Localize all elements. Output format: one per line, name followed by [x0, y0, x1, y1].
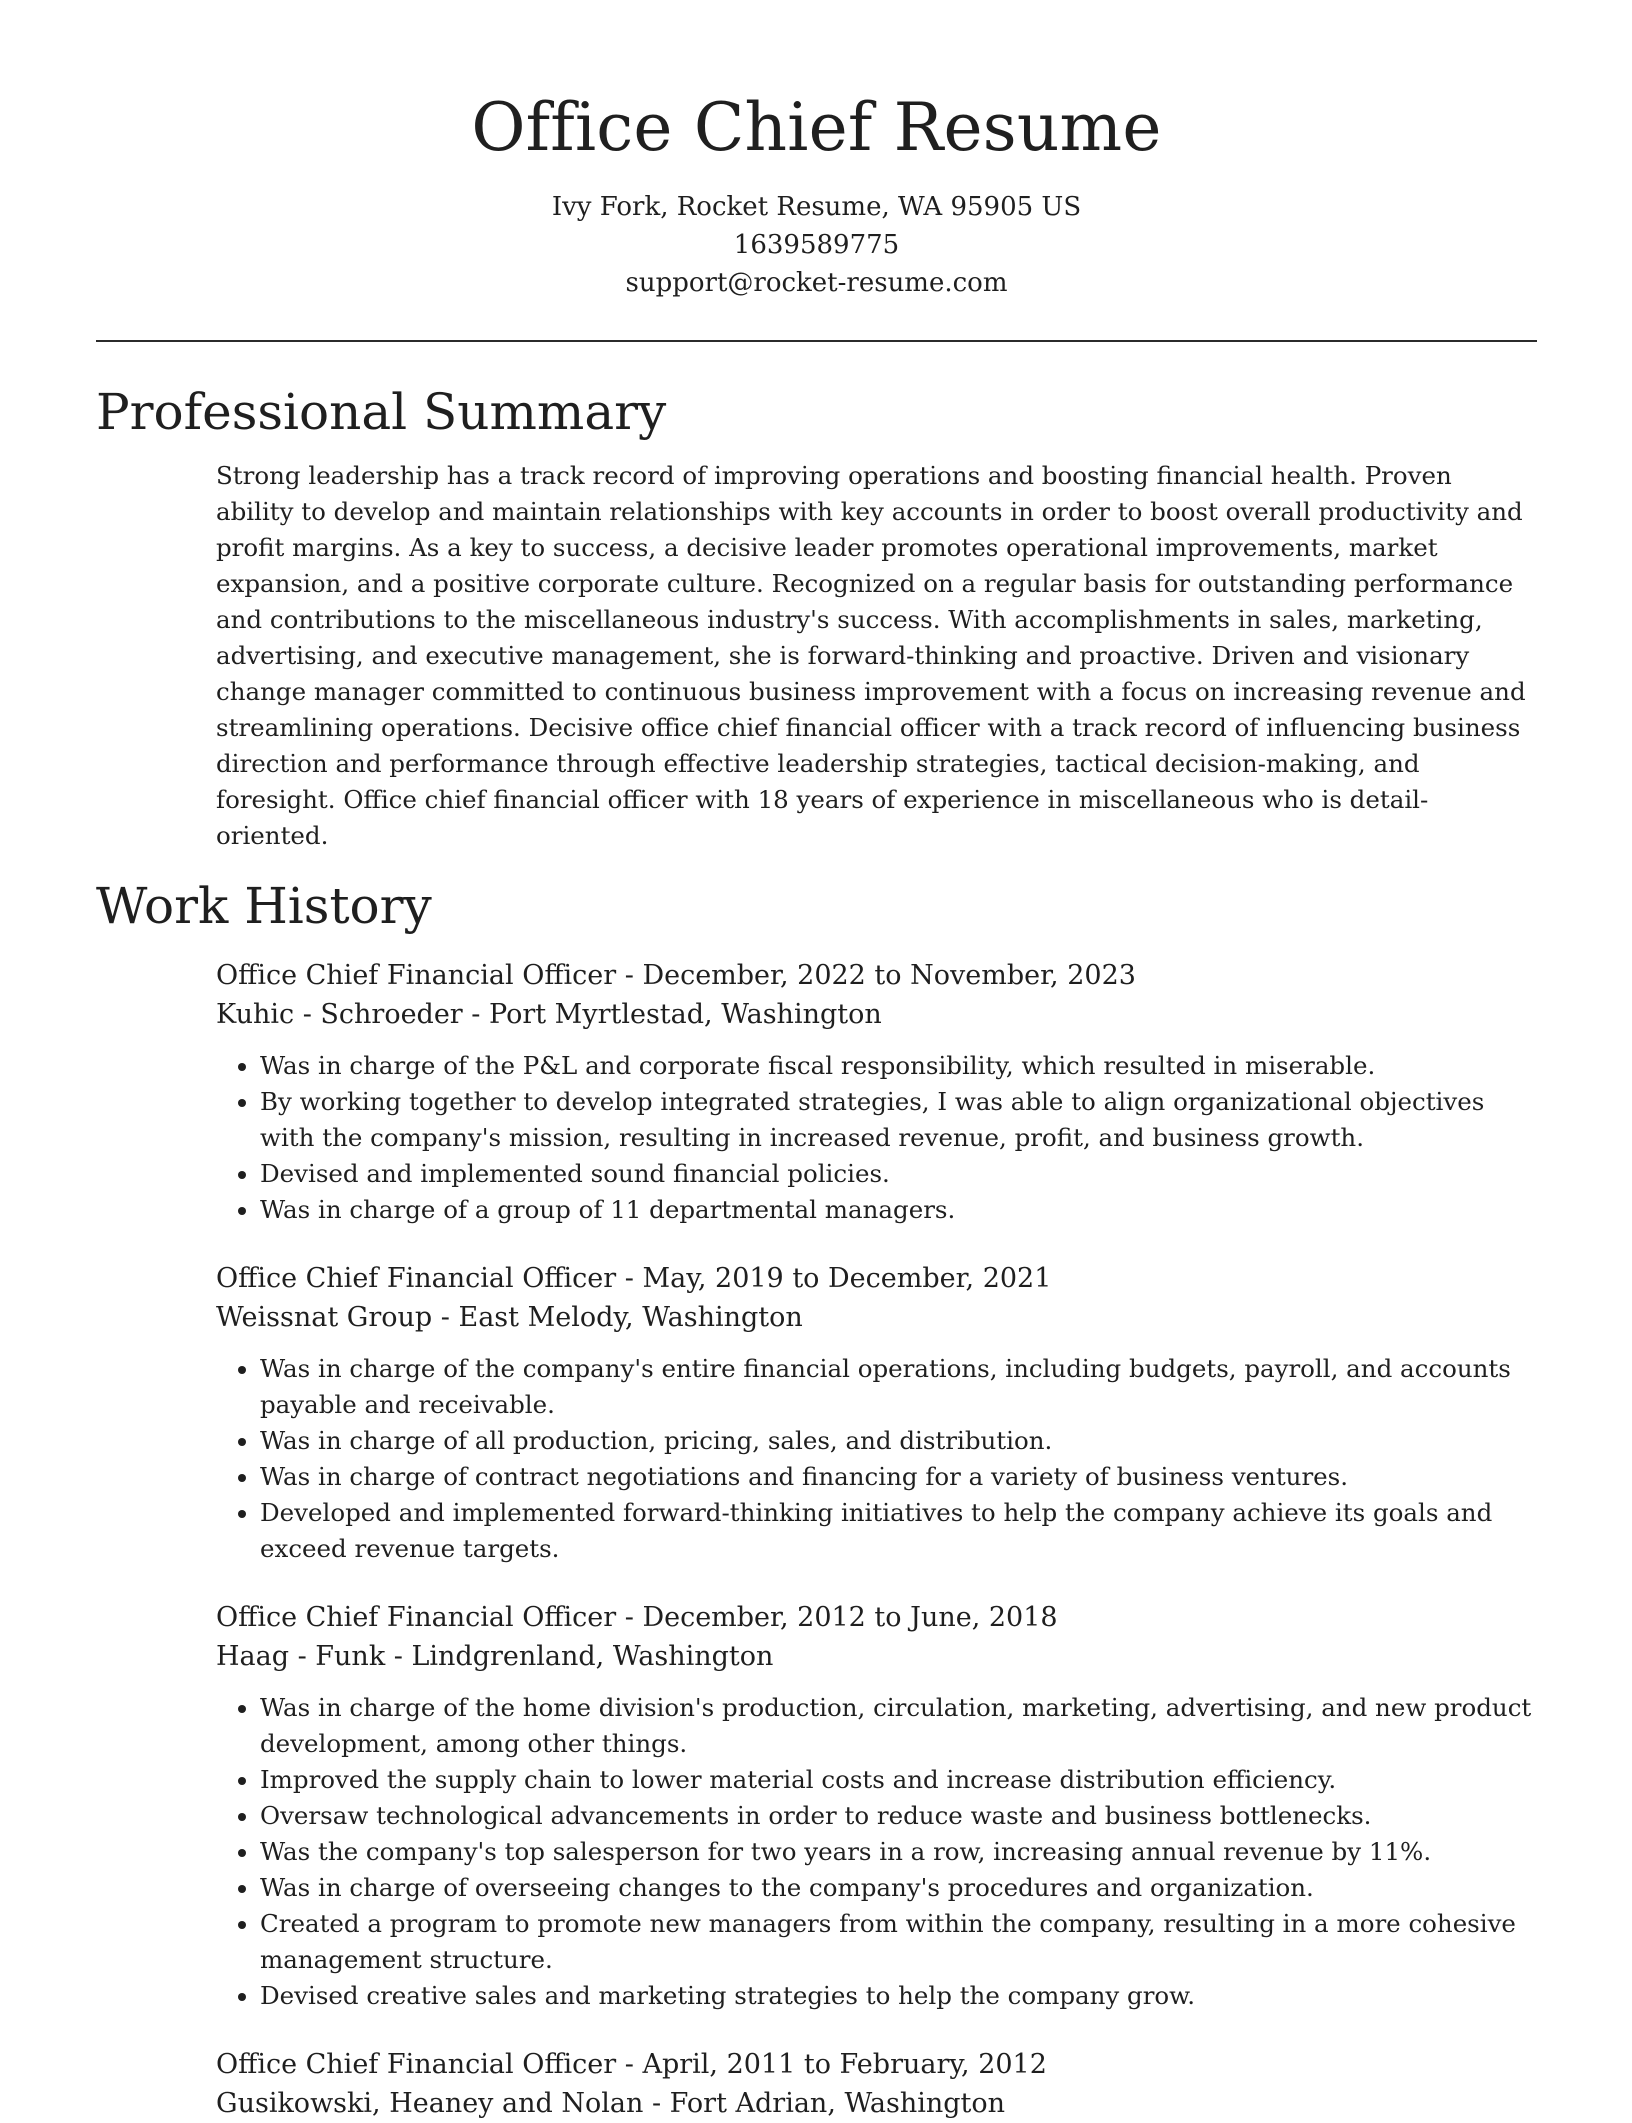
- resume-title: Office Chief Resume: [471, 89, 1162, 166]
- job-bullet: • Devised and implemented sound financial policies.: [260, 1156, 1537, 1192]
- job-title-line: [216, 2045, 1537, 2084]
- job-title: Office Chief Financial Officer: [216, 1602, 617, 1633]
- job-bullet: • By working together to develop integrated strategies, I was able to align organizational objectives with the company's mission, resulting in increased revenue, profit, and business growth.: [260, 1084, 1537, 1156]
- job-title: Office Chief Financial Officer: [216, 1263, 617, 1294]
- job-bullet: • Was in charge of overseeing changes to the company's procedures and organization.: [260, 1870, 1537, 1906]
- header-divider: [96, 340, 1537, 342]
- summary-section: [96, 380, 1537, 854]
- contact-block: [96, 188, 1537, 302]
- summary-heading: Professional Summary: [96, 383, 667, 441]
- job-title: Office Chief Financial Officer: [216, 960, 617, 991]
- job-dates: - April, 2011 to February, 2012: [616, 2049, 1047, 2080]
- job-list: [216, 956, 1537, 2123]
- job-bullet: • Devised creative sales and marketing strategies to help the company grow.: [260, 1978, 1537, 2014]
- resume-page: [96, 0, 1537, 2123]
- job-bullet: • Was in charge of a group of 11 departmental managers.: [260, 1192, 1537, 1228]
- job-title-line: [216, 1598, 1537, 1637]
- job-location: - Fort Adrian, Washington: [643, 2088, 1006, 2119]
- contact-address: Ivy Fork, Rocket Resume, WA 95905 US: [551, 192, 1082, 222]
- job-header: [216, 1598, 1537, 1676]
- job-company: Kuhic - Schroeder: [216, 999, 463, 1030]
- job-company: Weissnat Group: [216, 1302, 433, 1333]
- job-bullet: • Created a program to promote new managers from within the company, resulting in a more cohesive management structure.: [260, 1906, 1537, 1978]
- job-bullets: [216, 1048, 1537, 1228]
- job-company: Haag - Funk: [216, 1641, 386, 1672]
- job-entry: [216, 1598, 1537, 2014]
- job-company-line: [216, 1298, 1537, 1337]
- job-dates: - May, 2019 to December, 2021: [616, 1263, 1052, 1294]
- job-header: [216, 1259, 1537, 1337]
- job-location: - Port Myrtlestad, Washington: [462, 999, 882, 1030]
- job-bullet: • Developed and implemented forward-thinking initiatives to help the company achieve its goals and exceed revenue targets.: [260, 1495, 1537, 1567]
- work-history-section: [96, 874, 1537, 2123]
- job-bullet: • Was in charge of contract negotiations and financing for a variety of business ventures.: [260, 1459, 1537, 1495]
- job-dates: - December, 2012 to June, 2018: [616, 1602, 1058, 1633]
- job-location: - Lindgrenland, Washington: [385, 1641, 774, 1672]
- job-entry: [216, 1259, 1537, 1567]
- job-header: [216, 956, 1537, 1034]
- job-bullet: • Was in charge of the P&L and corporate fiscal responsibility, which resulted in miserable.: [260, 1048, 1537, 1084]
- job-company-line: [216, 995, 1537, 1034]
- contact-phone: 1639589775: [733, 230, 900, 260]
- job-bullet: • Was in charge of the home division's production, circulation, marketing, advertising, and new product development, among other things.: [260, 1690, 1537, 1762]
- job-bullets: [216, 1690, 1537, 2014]
- job-bullets: [216, 1351, 1537, 1567]
- job-title-line: [216, 956, 1537, 995]
- contact-email: support@rocket-resume.com: [625, 268, 1008, 298]
- job-dates: - December, 2022 to November, 2023: [616, 960, 1136, 991]
- summary-text: Strong leadership has a track record of improving operations and boosting financial health. Proven ability to develop and maintain relationships with key accounts in order to boost overall productivity and profit margins. As a key to success, a decisive leader promotes operational improvements, market expansion, and a positive corporate culture. Recognized on a regular basis for outstanding performance and contributions to the miscellaneous industry's success. With accomplishments in sales, marketing, advertising, and executive management, she is forward-thinking and proactive. Driven and visionary change manager committed to continuous business improvement with a focus on increasing revenue and streamlining operations. Decisive office chief financial officer with a track record of influencing business direction and performance through effective leadership strategies, tactical decision-making, and foresight. Office chief financial officer with 18 years of experience in miscellaneous who is detail-oriented.: [216, 461, 1526, 850]
- job-company-line: [216, 2084, 1537, 2123]
- job-bullet: • Was the company's top salesperson for two years in a row, increasing annual revenue by 11%.: [260, 1834, 1537, 1870]
- job-bullet: • Improved the supply chain to lower material costs and increase distribution efficiency.: [260, 1762, 1537, 1798]
- job-title: Office Chief Financial Officer: [216, 2049, 617, 2080]
- job-location: - East Melody, Washington: [432, 1302, 803, 1333]
- job-bullet: • Was in charge of all production, pricing, sales, and distribution.: [260, 1423, 1537, 1459]
- job-title-line: [216, 1259, 1537, 1298]
- job-entry: [216, 956, 1537, 1228]
- job-company-line: [216, 1637, 1537, 1676]
- work-history-heading: Work History: [96, 877, 432, 935]
- job-bullet: • Was in charge of the company's entire financial operations, including budgets, payroll, and accounts payable and receivable.: [260, 1351, 1537, 1423]
- job-company: Gusikowski, Heaney and Nolan: [216, 2088, 644, 2119]
- job-header: [216, 2045, 1537, 2123]
- job-entry: [216, 2045, 1537, 2123]
- job-bullet: • Oversaw technological advancements in order to reduce waste and business bottlenecks.: [260, 1798, 1537, 1834]
